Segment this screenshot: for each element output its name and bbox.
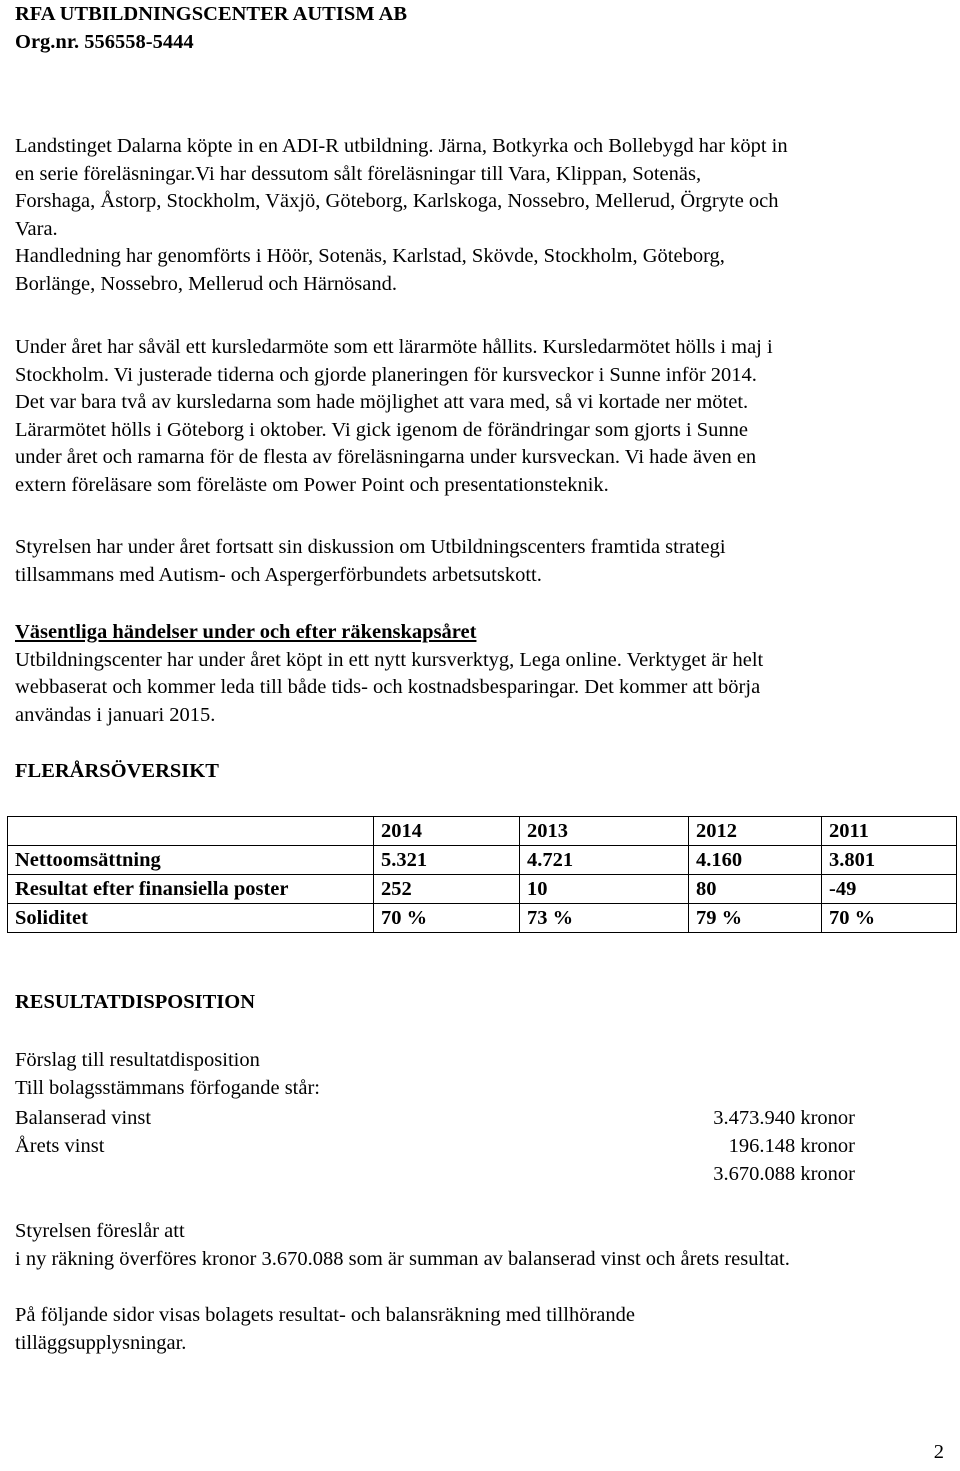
text-line: Utbildningscenter har under året köpt in ett nytt kursverktyg, Lega online. Verktyget är helt: [15, 648, 764, 671]
following-pages-note: [15, 1302, 950, 1357]
row-label: Årets vinst: [15, 1135, 105, 1157]
year-header: 2013: [520, 817, 689, 846]
table-cell: 70 %: [822, 904, 957, 933]
row-label: Nettoomsättning: [8, 846, 374, 875]
org-number: Org.nr. 556558-5444: [15, 31, 194, 53]
row-amount: 196.148 kronor: [728, 1135, 855, 1157]
text-line: användas i januari 2015.: [15, 703, 216, 726]
text-line: en serie föreläsningar.Vi har dessutom sålt föreläsningar till Vara, Klippan, Sotenäs,: [15, 162, 702, 185]
activity-paragraph: [15, 133, 950, 298]
disposition-row: [15, 1132, 855, 1160]
table-cell: 252: [374, 875, 520, 904]
table-row: [8, 817, 957, 846]
table-cell: 4.160: [689, 846, 822, 875]
table-cell: 3.801: [822, 846, 957, 875]
text-line: i ny räkning överföres kronor 3.670.088 som är summan av balanserad vinst och årets resultat.: [15, 1247, 790, 1270]
text-line: Styrelsen har under året fortsatt sin diskussion om Utbildningscenters framtida strategi: [15, 536, 726, 558]
events-section: [15, 619, 950, 729]
text-line: under året och ramarna för de flesta av föreläsningarna under kursveckan. Vi hade även en: [15, 446, 757, 468]
row-label: Resultat efter finansiella poster: [8, 875, 374, 904]
text-line: Forshaga, Åstorp, Stockholm, Växjö, Göteborg, Karlskoga, Nossebro, Mellerud, Örgryte och: [15, 190, 779, 212]
table-cell: 4.721: [520, 846, 689, 875]
text-line: Handledning har genomförts i Höör, Sotenäs, Karlstad, Skövde, Stockholm, Göteborg,: [15, 245, 725, 267]
year-header: 2014: [374, 817, 520, 846]
table-cell: [8, 817, 374, 846]
row-amount: 3.473.940 kronor: [713, 1107, 855, 1129]
disposition-heading: RESULTATDISPOSITION: [15, 991, 256, 1013]
table-cell: 10: [520, 875, 689, 904]
text-line: Borlänge, Nossebro, Mellerud och Härnösand.: [15, 272, 398, 295]
text-line: Det var bara två av kursledarna som hade möjlighet att vara med, så vi kortade ner mötet.: [15, 391, 749, 413]
page-number: 2: [933, 1441, 944, 1463]
year-header: 2012: [689, 817, 822, 846]
text-line: extern föreläsare som föreläste om Power Point och presentationsteknik.: [15, 473, 609, 496]
text-line: webbaserat och kommer leda till både tids- och kostnadsbesparingar. Det kommer att börja: [15, 676, 761, 698]
table-row: [8, 875, 957, 904]
available-label: Till bolagsstämmans förfogande står:: [15, 1076, 320, 1099]
strategy-paragraph: [15, 534, 950, 589]
text-line: På följande sidor visas bolagets resultat- och balansräkning med tillhörande: [15, 1304, 635, 1326]
document-header: [15, 0, 407, 56]
board-proposal: [15, 1218, 950, 1273]
table-cell: 73 %: [520, 904, 689, 933]
text-line: tilläggsupplysningar.: [15, 1331, 187, 1354]
table-cell: -49: [822, 875, 957, 904]
overview-heading: FLERÅRSÖVERSIKT: [15, 760, 219, 782]
company-name: RFA UTBILDNINGSCENTER AUTISM AB: [15, 3, 408, 25]
disposition-row: [15, 1104, 855, 1132]
disposition-intro: [15, 1047, 950, 1102]
multi-year-overview-table: [7, 816, 957, 933]
table-cell: 80: [689, 875, 822, 904]
table-cell: 5.321: [374, 846, 520, 875]
text-line: Stockholm. Vi justerade tiderna och gjorde planeringen för kursveckor i Sunne inför 2014.: [15, 363, 757, 386]
text-line: Styrelsen föreslår att: [15, 1220, 185, 1242]
table-row: [8, 846, 957, 875]
text-line: Landstinget Dalarna köpte in en ADI-R utbildning. Järna, Botkyrka och Bollebygd har köpt in: [15, 135, 788, 157]
text-line: Under året har såväl ett kursledarmöte som ett lärarmöte hållits. Kursledarmötet hölls i maj i: [15, 336, 773, 358]
text-line: Lärarmötet hölls i Göteborg i oktober. Vi gick igenom de förändringar som gjorts i Sunne: [15, 418, 749, 441]
text-line: tillsammans med Autism- och Aspergerförbundets arbetsutskott.: [15, 563, 542, 586]
table-cell: 70 %: [374, 904, 520, 933]
events-heading: Väsentliga händelser under och efter räkenskapsåret: [15, 621, 477, 643]
table-cell: 79 %: [689, 904, 822, 933]
table-row: [8, 904, 957, 933]
year-header: 2011: [822, 817, 957, 846]
proposal-title: Förslag till resultatdisposition: [15, 1049, 260, 1071]
row-label: Soliditet: [8, 904, 374, 933]
text-line: Vara.: [15, 217, 58, 240]
meetings-paragraph: [15, 334, 950, 499]
row-amount: 3.670.088 kronor: [713, 1163, 855, 1185]
row-label: Balanserad vinst: [15, 1107, 152, 1129]
